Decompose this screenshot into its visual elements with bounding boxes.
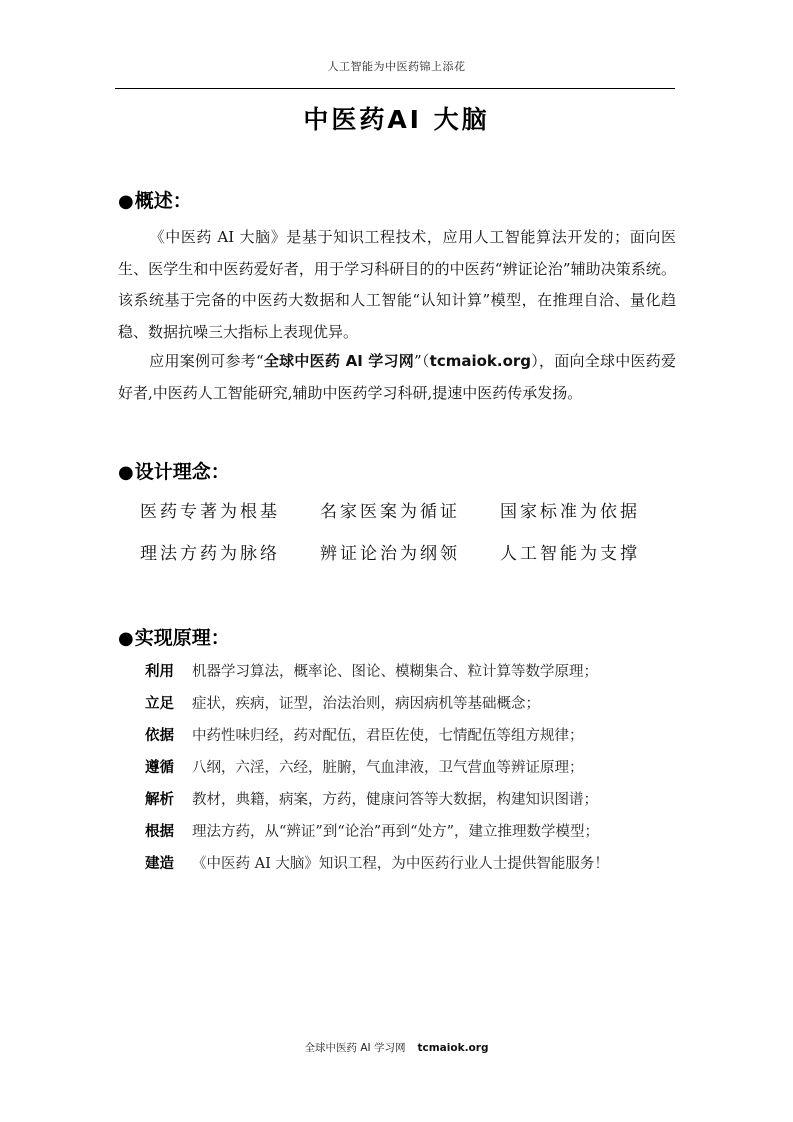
principle-key: 遵循 [145,760,174,776]
principle-key: 解析 [145,792,174,808]
principle-key: 依据 [145,728,174,744]
bullet-icon: ● [118,191,134,212]
section-heading-principles [118,623,230,650]
header-divider [115,88,675,89]
principles-list [145,660,685,884]
concept-item: 名家医案为循证 [320,502,460,522]
principle-row [145,756,685,788]
running-header: 人工智能为中医药锦上添花 [327,60,466,73]
page-footer [0,1040,793,1055]
principle-value: 《中医药 AI 大脑》知识工程，为中医药行业人士提供智能服务！ [192,856,609,872]
principle-value: 症状，疾病，证型，治法治则，病因病机等基础概念； [192,696,540,712]
reference-mid: ”（ [413,352,430,370]
bullet-icon: ● [118,628,134,649]
reference-suffix: ），面向全球中医药爱好者,中医药人工智能研究,辅助中医药学习科研,提速中医药传承发扬。 [118,352,676,402]
section-heading-text: 实现原理： [134,627,230,649]
concept-item: 辨证论治为纲领 [320,544,460,564]
principle-key: 立足 [145,696,174,712]
bullet-icon: ● [118,462,134,483]
design-concepts-grid [140,497,680,564]
overview-paragraph-2 [118,346,676,409]
principle-value: 中药性味归经，药对配伍，君臣佐使，七情配伍等组方规律； [192,728,584,744]
section-heading-text: 概述： [134,190,192,212]
reference-prefix: 应用案例可参考“ [149,352,264,370]
principle-key: 利用 [145,664,174,680]
overview-text: 《中医药 AI 大脑》是基于知识工程技术，应用人工智能算法开发的；面向医生、医学生和中医药爱好者，用于学习科研目的的中医药“辨证论治”辅助决策系统。该系统基于完备的中医药大数据和人工智能“认知计算”模型，在推理自洽、量化趋稳、数据抗噪三大指标上表现优异。 [118,228,676,341]
principle-key: 建造 [145,856,174,872]
footer-site-name: 全球中医药 AI 学习网 [304,1042,406,1054]
principle-row [145,724,685,756]
reference-site-name: 全球中医药 AI 学习网 [263,352,414,370]
section-heading-design [118,457,230,484]
principle-row [145,788,685,820]
section-heading-text: 设计理念： [134,461,230,483]
principle-value: 八纲，六淫，六经，脏腑，气血津液，卫气营血等辨证原理； [192,760,584,776]
principle-value: 教材，典籍，病案，方药，健康问答等大数据，构建知识图谱； [192,792,598,808]
document-title: 中医药AI 大脑 [303,105,490,134]
principle-value: 机器学习算法，概率论、图论、模糊集合、粒计算等数学原理； [192,664,598,680]
overview-paragraph-1 [118,222,676,348]
principle-row [145,692,685,724]
concept-item: 人工智能为支撑 [500,544,640,564]
concept-item: 医药专著为根基 [140,502,280,522]
principle-row [145,820,685,852]
section-heading-overview [118,186,192,213]
concept-item: 理法方药为脉络 [140,544,280,564]
principle-row [145,852,685,884]
principle-row [145,660,685,692]
reference-site-link[interactable]: tcmaiok.org [429,352,532,370]
principle-value: 理法方药，从“辨证”到“论治”再到“处方”，建立推理数学模型； [192,824,599,840]
concept-item: 国家标准为依据 [500,502,640,522]
footer-site-link[interactable]: tcmaiok.org [417,1042,489,1054]
principle-key: 根据 [145,824,174,840]
